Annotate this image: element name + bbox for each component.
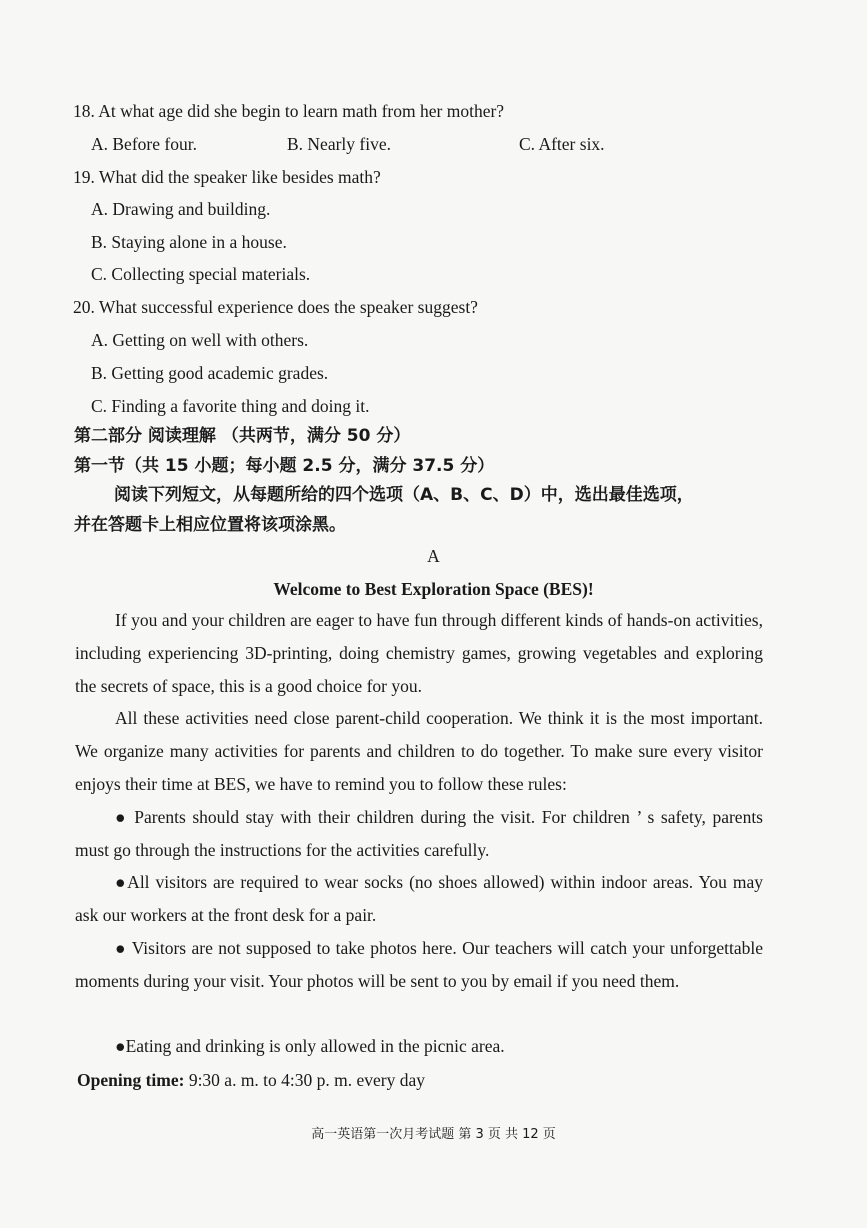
rule-2: ●All visitors are required to wear socks (no shoes allowed) within indoor areas. You may ask our workers at the front desk for a pair. [75, 872, 763, 925]
question-18-option-b: B. Nearly five. [287, 134, 391, 154]
passage-letter: A [427, 546, 440, 566]
instruction-line-1: 阅读下列短文，从每题所给的四个选项（A、B、C、D）中，选出最佳选项， [114, 485, 694, 505]
question-19-option-b: B. Staying alone in a house. [91, 232, 287, 252]
rule-4: ●Eating and drinking is only allowed in the picnic area. [115, 1036, 505, 1056]
rule-1: ● Parents should stay with their children during the visit. For children ’ s safety, parents must go through the instructions for the activities carefully. [75, 807, 763, 860]
question-18-option-a: A. Before four. [91, 134, 197, 154]
page-footer: 高一英语第一次月考试题 第 3 页 共 12 页 [311, 1127, 556, 1142]
rule-3: ● Visitors are not supposed to take photos here. Our teachers will catch your unforgettable moments during your visit. Your photos will be sent to you by email if you need them. [75, 938, 763, 991]
opening-time-label: Opening time: [77, 1070, 185, 1090]
question-19-stem: 19. What did the speaker like besides math? [73, 167, 381, 187]
question-19-option-a: A. Drawing and building. [91, 199, 271, 219]
passage-title: Welcome to Best Exploration Space (BES)! [273, 579, 594, 599]
passage-paragraph-2: All these activities need close parent-child cooperation. We think it is the most important. We organize many activities for parents and children to do together. To make sure every visitor enjoys their time at BES, we have to remind you to follow these rules: [75, 708, 763, 794]
question-20-option-b: B. Getting good academic grades. [91, 363, 329, 383]
question-19-option-c: C. Collecting special materials. [91, 264, 311, 284]
opening-time [77, 1069, 425, 1091]
question-18-option-c: C. After six. [519, 134, 605, 154]
question-20-stem: 20. What successful experience does the speaker suggest? [73, 297, 478, 317]
question-20-option-c: C. Finding a favorite thing and doing it. [91, 396, 370, 416]
instruction-line-2: 并在答题卡上相应位置将该项涂黑。 [74, 515, 346, 535]
passage-paragraph-1: If you and your children are eager to have fun through different kinds of hands-on activities, including experiencing 3D-printing, doing chemistry games, growing vegetables and exploring the secrets of space, this is a good choice for you. [75, 610, 763, 696]
question-20-option-a: A. Getting on well with others. [91, 330, 309, 350]
section-heading: 第一节（共 15 小题；每小题 2.5 分，满分 37.5 分） [74, 456, 495, 476]
opening-time-value: 9:30 a. m. to 4:30 p. m. every day [184, 1070, 426, 1090]
part-heading: 第二部分 阅读理解 （共两节，满分 50 分） [74, 426, 411, 446]
question-18-stem: 18. At what age did she begin to learn math from her mother? [73, 101, 505, 121]
